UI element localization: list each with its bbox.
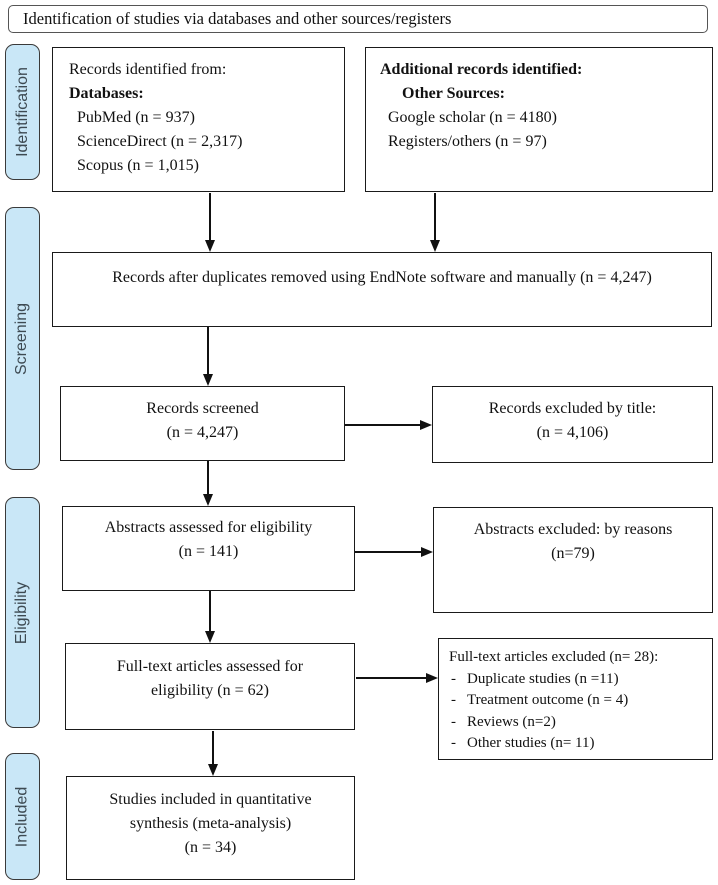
fulltext-excluded-line1: Full-text articles excluded (n= 28): <box>449 649 659 665</box>
records-identified-item: Scopus (n = 1,015) <box>77 157 199 174</box>
additional-records-line2: Other Sources: <box>402 85 505 102</box>
banner-title-text: Identification of studies via databases and other sources/registers <box>23 9 452 28</box>
fulltext-assessed-line2: eligibility (n = 62) <box>151 682 269 699</box>
stage-identification <box>5 44 40 180</box>
stage-screening-label: Screening <box>13 302 31 375</box>
abstracts-excluded-line1: Abstracts excluded: by reasons <box>473 521 673 538</box>
box-additional-records <box>365 47 713 192</box>
duplicates-removed-line1: Records after duplicates removed using EndNote software and manually (n = 4,247) <box>112 269 652 286</box>
records-screened-line2: (n = 4,247) <box>166 424 239 441</box>
records-excluded-line1: Records excluded by title: <box>488 400 657 417</box>
box-abstracts-assessed <box>62 506 355 591</box>
additional-records-item: Google scholar (n = 4180) <box>388 109 557 126</box>
banner-title <box>8 5 708 33</box>
stage-identification-label: Identification <box>13 67 31 157</box>
abstracts-assessed-line2: (n = 141) <box>178 543 239 560</box>
records-identified-item: ScienceDirect (n = 2,317) <box>77 133 243 150</box>
fulltext-excluded-item-text: Other studies (n= 11) <box>467 735 595 751</box>
additional-records-item: Registers/others (n = 97) <box>388 133 547 150</box>
box-included-studies <box>66 776 355 880</box>
bullet-dash: - <box>451 670 456 687</box>
stage-included-label: Included <box>13 786 31 847</box>
bullet-dash: - <box>451 735 456 751</box>
records-identified-line1: Records identified from: <box>69 61 227 78</box>
included-studies-line2: synthesis (meta-analysis) <box>129 815 292 832</box>
box-records-excluded <box>432 386 713 463</box>
bullet-dash: - <box>451 713 456 730</box>
stage-screening <box>5 207 40 470</box>
included-studies-line3: (n = 34) <box>184 839 237 856</box>
box-fulltext-assessed <box>65 643 355 730</box>
fulltext-excluded-item-text: Reviews (n=2) <box>467 713 556 730</box>
abstracts-excluded-line2: (n=79) <box>551 545 595 562</box>
box-fulltext-excluded <box>438 638 713 760</box>
box-duplicates-removed <box>52 252 712 327</box>
box-records-screened <box>60 386 345 461</box>
abstracts-assessed-line1: Abstracts assessed for eligibility <box>104 519 313 536</box>
fulltext-excluded-item <box>449 669 706 691</box>
records-identified-line2: Databases: <box>69 85 144 102</box>
fulltext-excluded-item <box>449 712 706 734</box>
additional-records-line1: Additional records identified: <box>380 61 583 78</box>
records-screened-line1: Records screened <box>146 400 259 417</box>
bullet-dash: - <box>451 692 456 708</box>
fulltext-excluded-item-text: Treatment outcome (n = 4) <box>467 692 629 708</box>
fulltext-excluded-item-text: Duplicate studies (n =11) <box>467 670 619 687</box>
box-records-identified <box>52 47 345 192</box>
fulltext-excluded-item <box>449 690 706 712</box>
stage-eligibility-label: Eligibility <box>13 581 31 644</box>
fulltext-excluded-item <box>449 733 706 755</box>
records-identified-item: PubMed (n = 937) <box>77 109 195 126</box>
stage-eligibility <box>5 497 40 728</box>
box-abstracts-excluded <box>433 507 713 613</box>
fulltext-assessed-line1: Full-text articles assessed for <box>116 658 304 675</box>
included-studies-line1: Studies included in quantitative <box>109 791 312 808</box>
stage-included <box>5 753 40 880</box>
records-excluded-line2: (n = 4,106) <box>536 424 609 441</box>
